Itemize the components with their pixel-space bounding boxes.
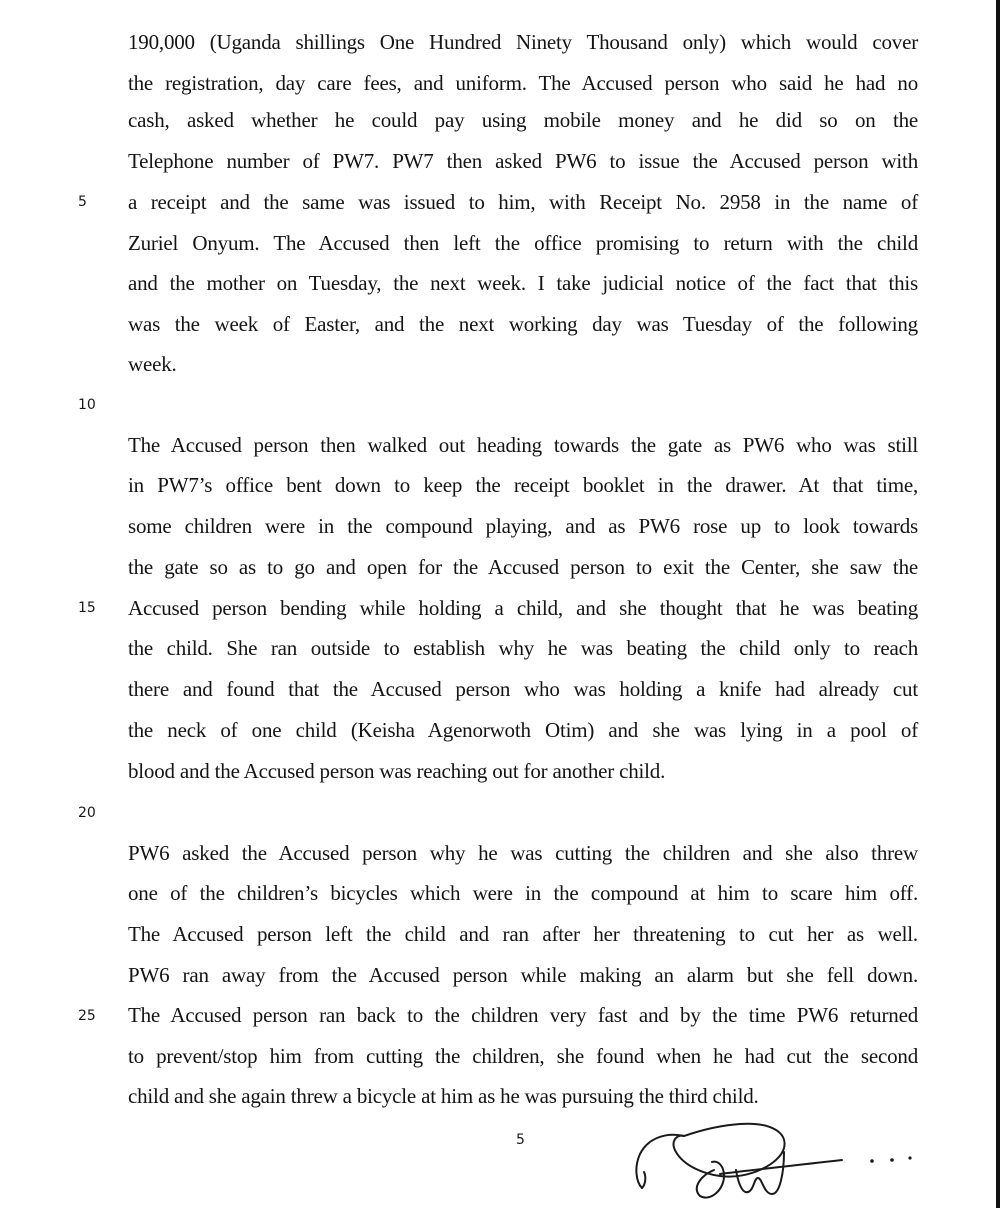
text-line: some children were in the compound playing, and as PW6 rose up to look towards <box>128 514 918 538</box>
text-line: 190,000 (Uganda shillings One Hundred Ninety Thousand only) which would cover <box>128 30 918 54</box>
text-line: to prevent/stop him from cutting the children, she found when he had cut the second <box>128 1044 918 1068</box>
text-line: cash, asked whether he could pay using mobile money and he did so on the <box>128 108 918 132</box>
text-line: The Accused person left the child and ran after her threatening to cut her as well. <box>128 922 918 946</box>
text-line: blood and the Accused person was reaching out for another child. <box>128 759 666 783</box>
text-line: PW6 ran away from the Accused person while making an alarm but she fell down. <box>128 963 918 987</box>
signature-icon <box>620 1112 920 1202</box>
text-line: there and found that the Accused person who was holding a knife had already cut <box>128 677 918 701</box>
text-line: was the week of Easter, and the next working day was Tuesday of the following <box>128 312 918 336</box>
text-line: Telephone number of PW7. PW7 then asked PW6 to issue the Accused person with <box>128 149 918 173</box>
text-line: Zuriel Onyum. The Accused then left the office promising to return with the child <box>128 231 918 255</box>
text-line: The Accused person ran back to the children very fast and by the time PW6 returned <box>128 1003 918 1027</box>
text-line: the gate so as to go and open for the Accused person to exit the Center, she saw the <box>128 555 918 579</box>
line-number: 15 <box>78 600 96 616</box>
line-number: 10 <box>78 397 96 413</box>
line-number: 20 <box>78 805 96 821</box>
line-number: 5 <box>78 194 87 210</box>
text-line: The Accused person then walked out heading towards the gate as PW6 who was still <box>128 433 918 457</box>
text-line: the registration, day care fees, and uniform. The Accused person who said he had no <box>128 71 918 95</box>
text-line: child and she again threw a bicycle at him as he was pursuing the third child. <box>128 1084 759 1108</box>
line-number: 25 <box>78 1008 96 1024</box>
text-line: a receipt and the same was issued to him, with Receipt No. 2958 in the name of <box>128 190 918 214</box>
text-line: one of the children’s bicycles which were in the compound at him to scare him off. <box>128 881 918 905</box>
text-line: PW6 asked the Accused person why he was cutting the children and she also threw <box>128 841 918 865</box>
text-line: the child. She ran outside to establish why he was beating the child only to reach <box>128 636 918 660</box>
text-line: the neck of one child (Keisha Agenorwoth Otim) and she was lying in a pool of <box>128 718 918 742</box>
text-line: Accused person bending while holding a child, and she thought that he was beating <box>128 596 918 620</box>
text-line: week. <box>128 352 177 376</box>
text-line: and the mother on Tuesday, the next week. I take judicial notice of the fact that this <box>128 271 918 295</box>
text-line: in PW7’s office bent down to keep the receipt booklet in the drawer. At that time, <box>128 473 918 497</box>
page-number: 5 <box>516 1132 525 1148</box>
signature <box>620 1112 920 1202</box>
